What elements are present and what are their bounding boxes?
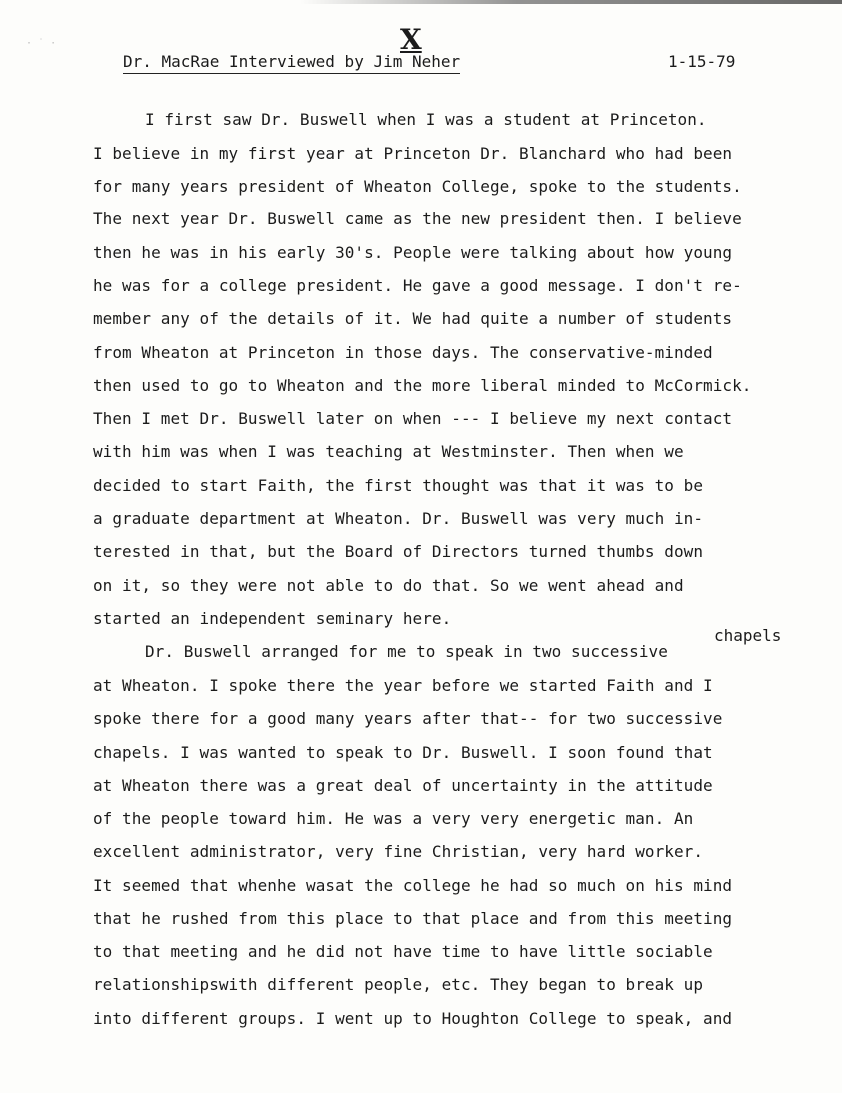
scan-edge [300, 0, 842, 4]
text-line: then he was in his early 30's. People were talking about how young [93, 243, 733, 262]
text-line: at Wheaton there was a great deal of uncertainty in the attitude [93, 776, 713, 795]
handwritten-mark: X [400, 23, 422, 56]
text-line: then used to go to Wheaton and the more liberal minded to McCormick. [93, 376, 752, 395]
text-line: on it, so they were not able to do that. So we went ahead and [93, 576, 684, 595]
text-line: member any of the details of it. We had quite a number of students [93, 309, 733, 328]
text-line: started an independent seminary here. [93, 609, 452, 628]
text-line: for many years president of Wheaton College, spoke to the students. [93, 177, 742, 196]
text-line: he was for a college president. He gave a good message. I don't re- [93, 276, 742, 295]
text-line: chapels. I was wanted to speak to Dr. Buswell. I soon found that [93, 743, 713, 762]
text-line: I first saw Dr. Buswell when I was a student at Princeton. [145, 110, 707, 129]
document-date: 1-15-79 [668, 52, 736, 71]
text-line: It seemed that whenhe wasat the college he had so much on his mind [93, 876, 733, 895]
text-line: into different groups. I went up to Houghton College to speak, and [93, 1009, 733, 1028]
text-line: Dr. Buswell arranged for me to speak in two successive [145, 642, 668, 661]
text-line: at Wheaton. I spoke there the year before we started Faith and I [93, 676, 713, 695]
text-line: The next year Dr. Buswell came as the new president then. I believe [93, 209, 742, 228]
handwritten-annotation: chapels [714, 626, 782, 645]
text-line: relationshipswith different people, etc. They began to break up [93, 975, 704, 994]
document-title: Dr. MacRae Interviewed by Jim Neher [123, 52, 460, 74]
text-line: a graduate department at Wheaton. Dr. Buswell was very much in- [93, 509, 704, 528]
text-line: Then I met Dr. Buswell later on when --- I believe my next contact [93, 409, 733, 428]
text-line: of the people toward him. He was a very very energetic man. An [93, 809, 694, 828]
text-line: I believe in my first year at Princeton Dr. Blanchard who had been [93, 144, 733, 163]
text-line: that he rushed from this place to that place and from this meeting [93, 909, 733, 928]
text-line: with him was when I was teaching at Westminster. Then when we [93, 442, 684, 461]
text-line: to that meeting and he did not have time to have little sociable [93, 942, 713, 961]
text-line: excellent administrator, very fine Christian, very hard worker. [93, 842, 704, 861]
text-line: from Wheaton at Princeton in those days. The conservative-minded [93, 343, 713, 362]
text-line: terested in that, but the Board of Directors turned thumbs down [93, 542, 704, 561]
text-line: spoke there for a good many years after that-- for two successive [93, 709, 723, 728]
scan-smudge: · ˙ · [26, 38, 57, 49]
text-line: decided to start Faith, the first thought was that it was to be [93, 476, 704, 495]
